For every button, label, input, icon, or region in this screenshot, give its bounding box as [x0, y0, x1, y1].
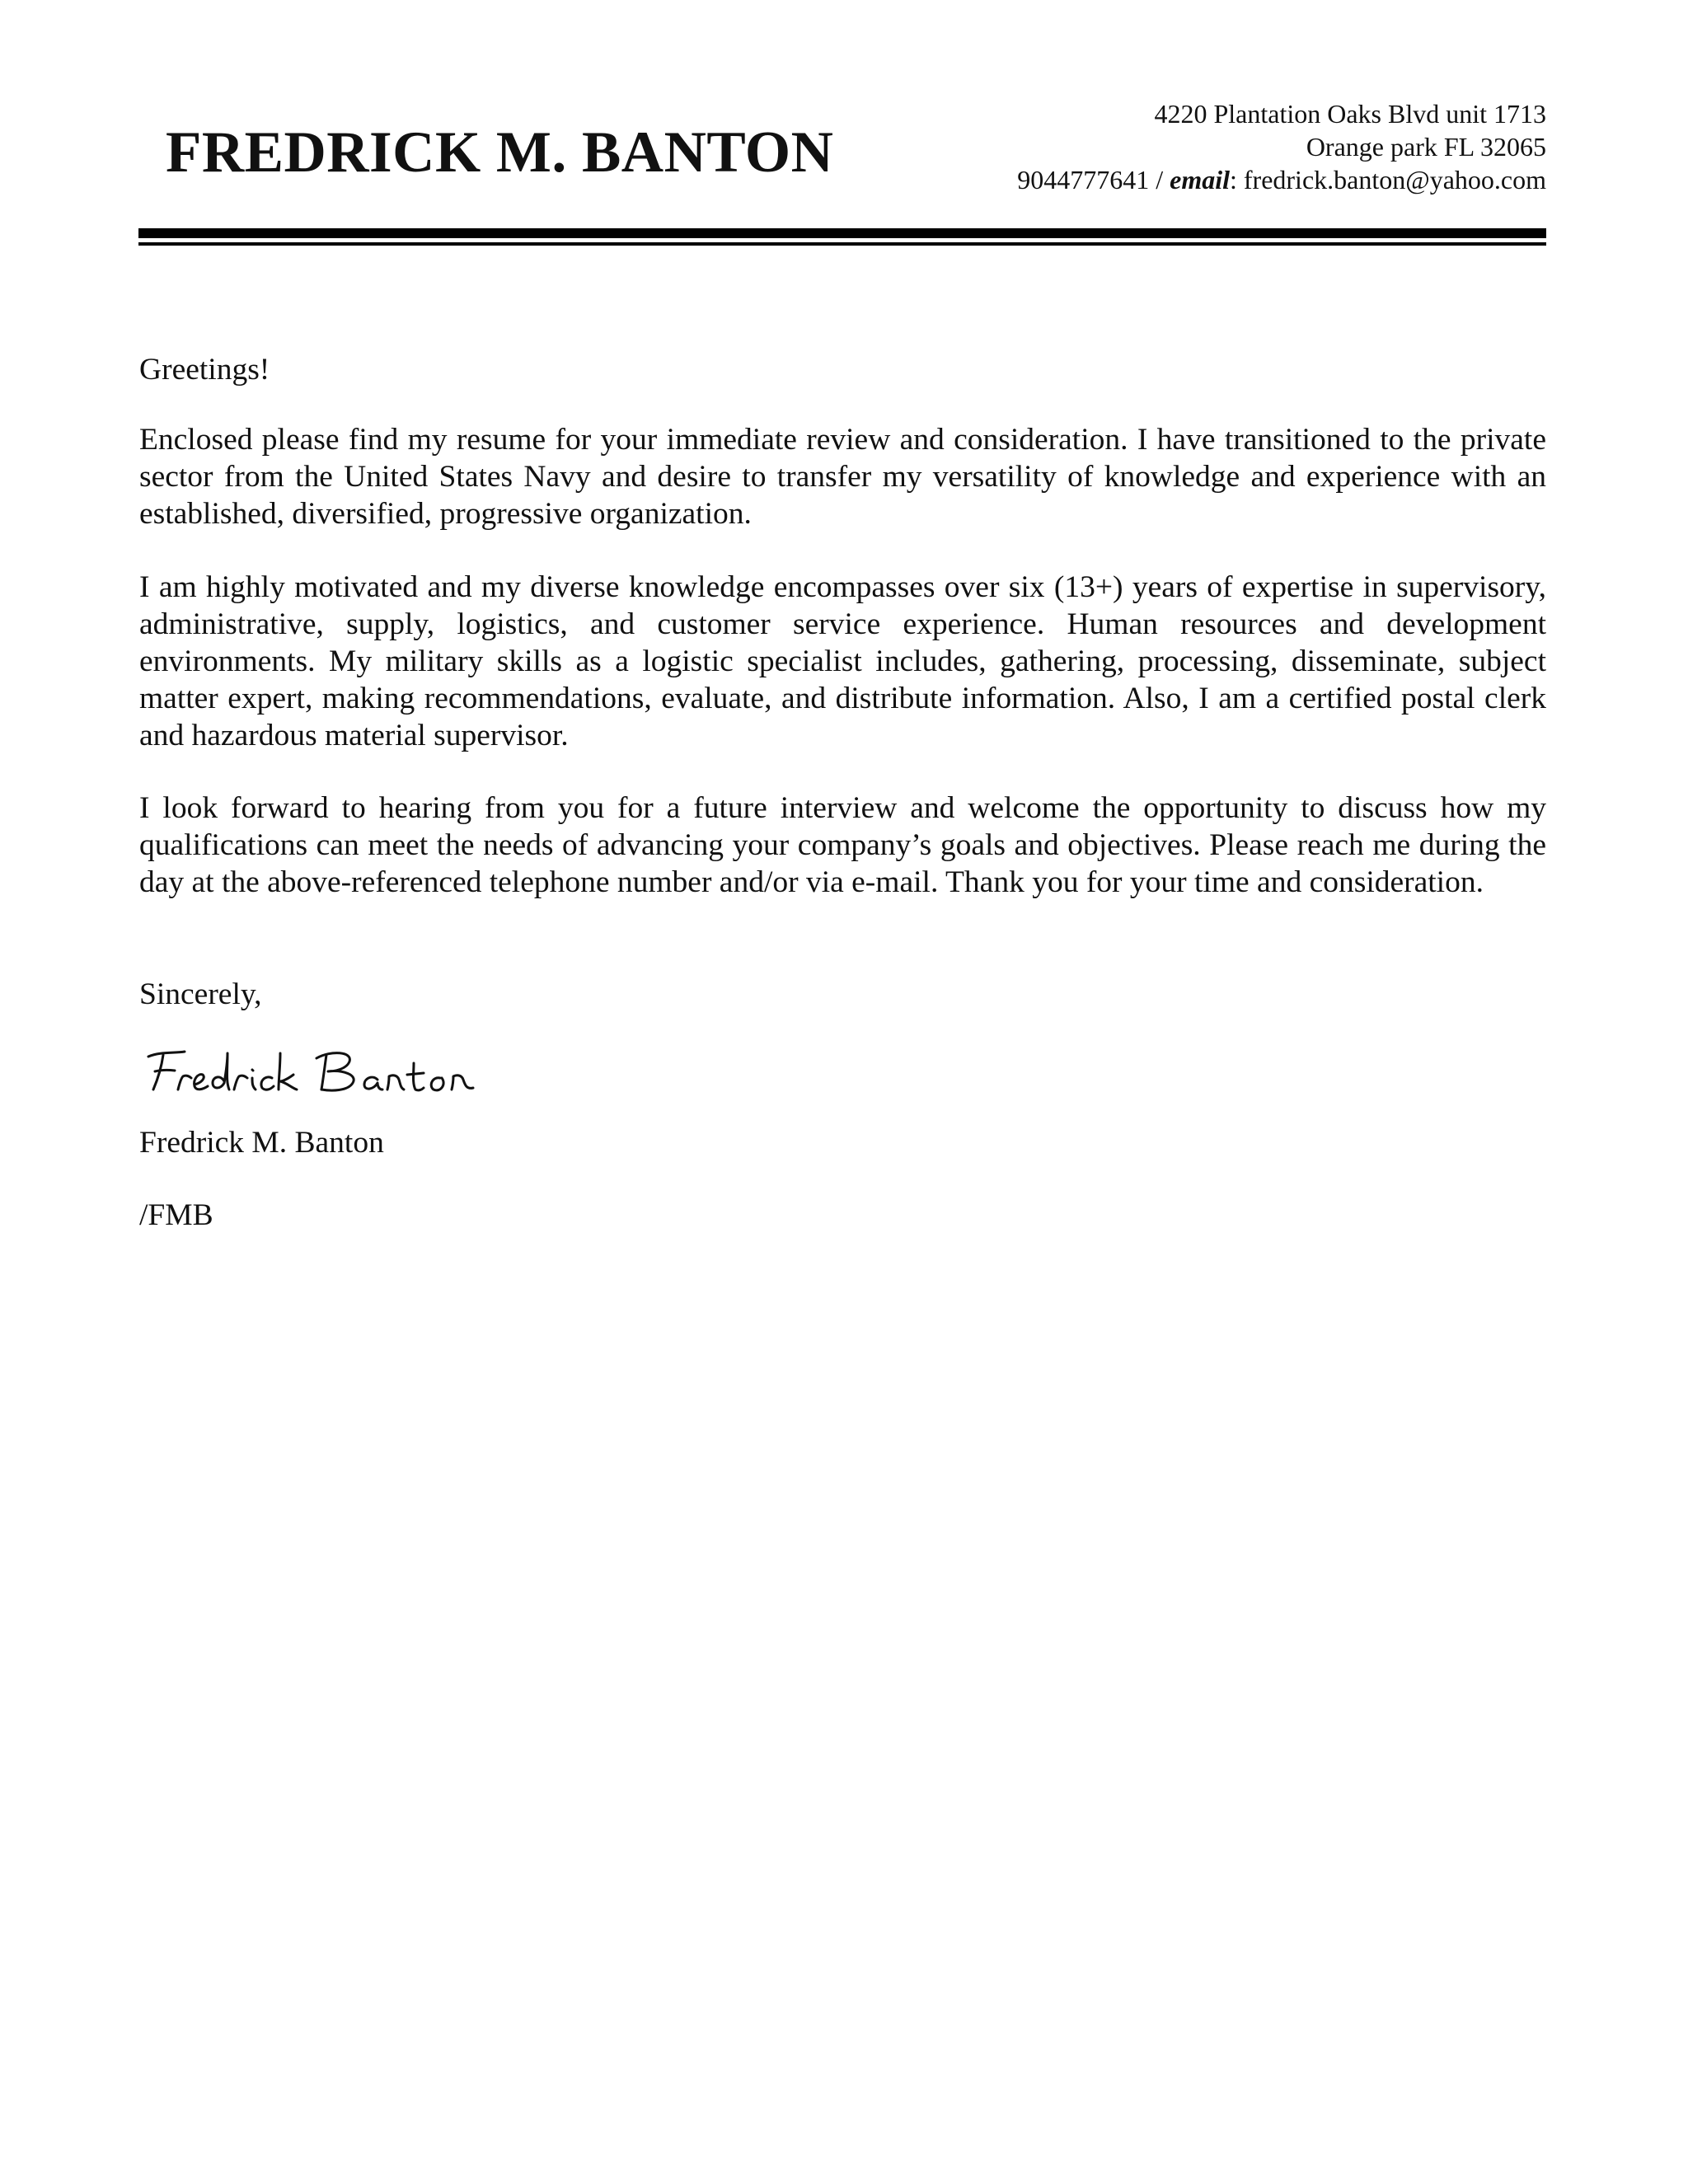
handwritten-signature [142, 1045, 488, 1103]
phone-email-line [1017, 163, 1546, 196]
paragraph-experience: I am highly motivated and my diverse knowledge encompasses over six (13+) years of expertise in supervisory, administrative, supply, logistics, and customer service experience. Human resources and development environments. My military skills as a logistic specialist includes, gathering, processing, disseminate, subject matter expert, making recommendations, evaluate, and distribute information. Also, I am a certified postal clerk and hazardous material supervisor. [139, 570, 1546, 752]
address-line-2: Orange park FL 32065 [1306, 132, 1546, 162]
greeting: Greetings! [139, 353, 270, 387]
header-divider-thin [138, 242, 1546, 246]
paragraph-closing-request: I look forward to hearing from you for a future interview and welcome the opportunity to discuss how my qualifications can meet the needs of advancing your company’s goals and objectives. Please reach me during the day at the above-referenced telephone number and/or via e-mail. Thank you for your time and consideration. [139, 791, 1546, 899]
closing-salutation: Sincerely, [139, 977, 262, 1011]
typist-initials: /FMB [139, 1198, 213, 1232]
header-divider-thick [138, 228, 1546, 238]
sender-name-heading: FREDRICK M. BANTON [166, 120, 834, 185]
sender-contact-block [1017, 97, 1546, 196]
email-address: : fredrick.banton@yahoo.com [1229, 165, 1546, 194]
phone-number: 9044777641 / [1017, 165, 1170, 194]
signed-name: Fredrick M. Banton [139, 1126, 384, 1160]
paragraph-intro: Enclosed please find my resume for your immediate review and consideration. I have transitioned to the private sector from the United States Navy and desire to transfer my versatility of knowledge and experience with an established, diversified, progressive organization. [139, 423, 1546, 531]
address-line-1: 4220 Plantation Oaks Blvd unit 1713 [1154, 99, 1546, 129]
email-label: email [1170, 165, 1230, 194]
